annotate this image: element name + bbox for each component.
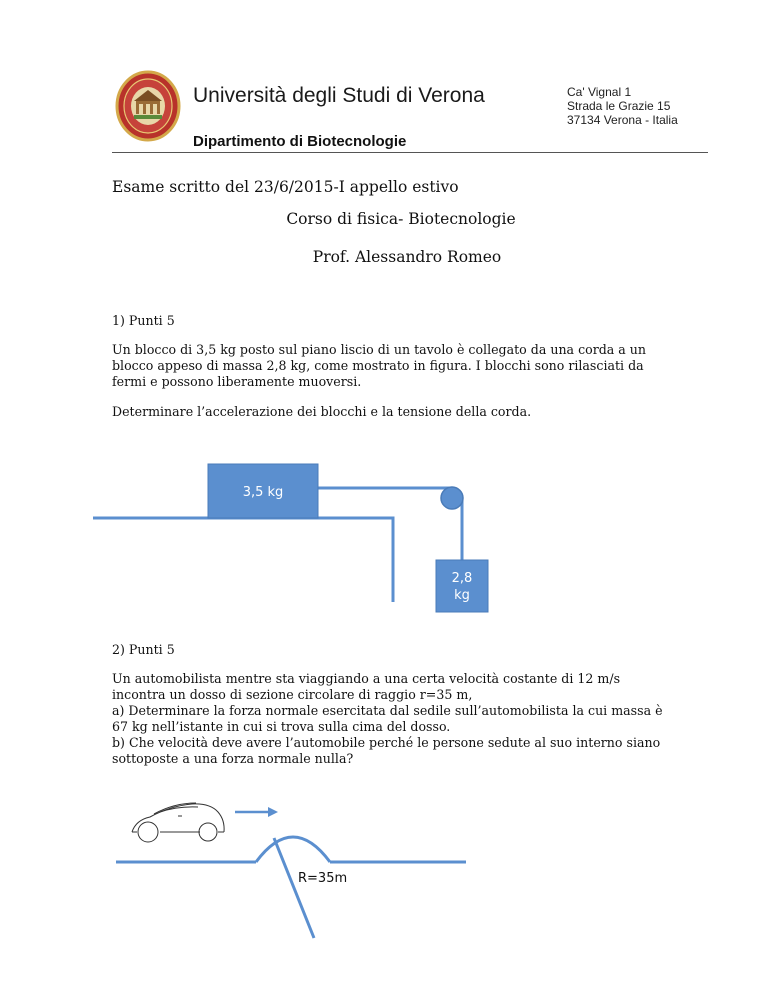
- department-name: Dipartimento di Biotecnologie: [193, 133, 407, 150]
- radius-label: R=35m: [298, 871, 348, 886]
- problem1-heading: 1) Punti 5: [112, 313, 175, 328]
- university-name: Università degli Studi di Verona: [193, 84, 485, 107]
- block-on-table-label: 3,5 kg: [242, 485, 284, 500]
- table-surface: [93, 518, 393, 602]
- address-line: Strada le Grazie 15: [567, 99, 671, 113]
- university-seal-logo: [115, 70, 181, 142]
- header-divider: [112, 152, 708, 153]
- pulley: [441, 487, 463, 509]
- problem1-text-line: blocco appeso di massa 2,8 kg, come mostrato in figura. I blocchi sono rilasciati da: [112, 358, 644, 373]
- problem1-question: Determinare l’accelerazione dei blocchi e la tensione della corda.: [112, 404, 532, 419]
- professor-name: Prof. Alessandro Romeo: [312, 248, 502, 266]
- problem1-text: [112, 342, 646, 390]
- problem2-text-line: 67 kg nell’istante in cui si trova sulla cima del dosso.: [112, 719, 451, 734]
- hanging-block: [436, 560, 488, 612]
- problem2-text-line: incontra un dosso di sezione circolare di raggio r=35 m,: [112, 687, 473, 702]
- university-address: [567, 85, 678, 127]
- problem2-text-line: a) Determinare la forza normale esercitata dal sedile sull’automobilista la cui massa è: [112, 703, 663, 718]
- road-with-bump: [116, 837, 466, 938]
- address-line: 37134 Verona - Italia: [567, 113, 678, 127]
- hanging-block-label: kg: [454, 588, 470, 603]
- velocity-arrow-icon: [235, 807, 278, 817]
- problem2-text-line: b) Che velocità deve avere l’automobile perché le persone sedute al suo interno siano: [112, 735, 661, 750]
- problem2-heading: 2) Punti 5: [112, 642, 175, 657]
- figure-car-bump: [110, 790, 480, 950]
- problem2-text: [112, 671, 663, 767]
- address-line: Ca' Vignal 1: [567, 85, 632, 99]
- figure-blocks-pulley: [90, 460, 510, 620]
- problem2-text-line: Un automobilista mentre sta viaggiando a una certa velocità costante di 12 m/s: [112, 671, 621, 686]
- problem1-text-line: fermi e possono liberamente muoversi.: [112, 374, 362, 389]
- car-icon: [132, 803, 224, 842]
- problem2-text-line: sottoposte a una forza normale nulla?: [112, 751, 354, 766]
- problem1-text-line: Un blocco di 3,5 kg posto sul piano liscio di un tavolo è collegato da una corda a un: [112, 342, 647, 357]
- exam-title: Esame scritto del 23/6/2015-I appello estivo: [112, 178, 459, 196]
- course-name: Corso di fisica- Biotecnologie: [286, 210, 516, 228]
- hanging-block-label: 2,8: [451, 571, 473, 586]
